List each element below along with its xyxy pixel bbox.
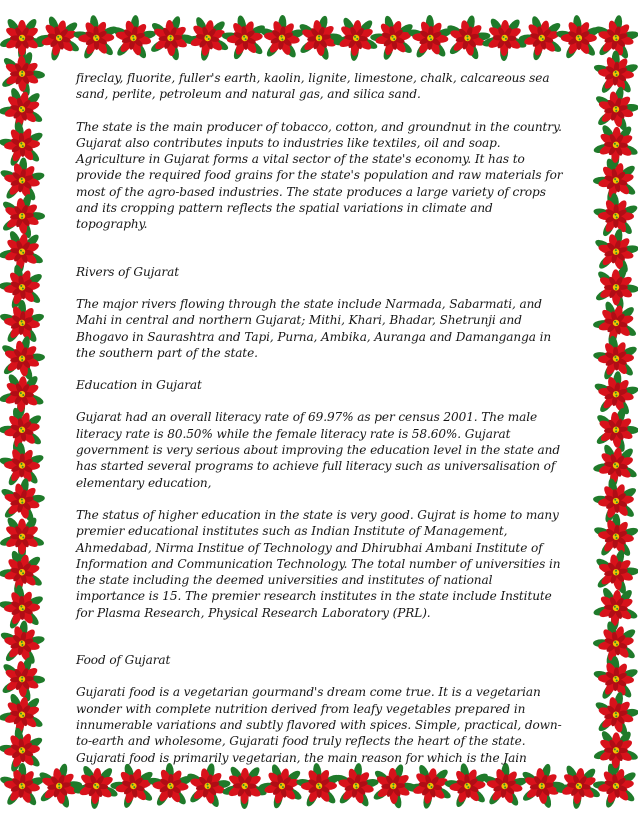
poinsettia-icon	[0, 403, 50, 459]
paragraph-food: Gujarati food is a vegetarian gourmand's dream come true. It is a vegetarian wonder with complete nutrition derived from leafy vegetables prepared in innumerable variations and subtly flavored with spices. Simple, practical, down-to-earth and wholesome, Gujarati food truly reflects the heart of the state. Gujarati food is primarily vegetarian, the main reason for which is the Jain	[76, 685, 562, 765]
heading-rivers: Rivers of Gujarat	[76, 264, 179, 279]
poinsettia-icon	[592, 123, 638, 169]
poinsettia-icon	[0, 372, 47, 419]
poinsettia-icon	[0, 690, 48, 741]
poinsettia-icon	[0, 755, 53, 818]
poinsettia-icon	[104, 759, 162, 816]
paragraph-agriculture: The state is the main producer of tobacco, cotton, and groundnut in the country. Gujarat also contributes inputs to industries like textiles, oil and soap. Agriculture in Gujarat forms a vital sector of the state's economy. It has to provide the required food grains for the state's population and raw materials for most of the agro-based industries. The state produces a large variety of crops and its cropping pattern reflects the spatial variations in climate and topography.	[76, 119, 563, 232]
poinsettia-icon	[0, 516, 45, 560]
paragraph-higher-education: The status of higher education in the state is very good. Gujrat is home to many premier educational institutes such as Indian Institute of Management, Ahmedabad, Nirma Institue of Technology and Dhirubhai Ambani Institute of Information and Communication Technology. The total number of universities in the state including the deemed universities and institutes of national importance is 15. The premier research institutes in the state include Institute for Plasma Research, Physical Research Laboratory (PRL).	[76, 507, 561, 620]
poinsettia-icon	[437, 757, 497, 816]
poinsettia-icon	[591, 585, 638, 633]
paragraph-literacy: Gujarat had an overall literacy rate of 69.97% as per census 2001. The male literacy rate is 80.50% while the female literacy rate is 58.60%. Gujarat government is very serious about improving the education level in the state and has started several programs to achieve full literacy such as universalisation of elementary education,	[76, 410, 560, 490]
poinsettia-icon	[592, 729, 638, 774]
poinsettia-icon	[364, 10, 422, 67]
heading-food: Food of Gujarat	[76, 653, 171, 668]
heading-education: Education in Gujarat	[76, 378, 202, 393]
poinsettia-icon	[547, 8, 609, 69]
poinsettia-icon	[0, 228, 48, 278]
paragraph-rivers: The major rivers flowing through the state include Narmada, Sabarmati, and Mahi in central and northern Gujarat; Mithi, Khari, Bhadar, Shetrunji and Bhogavo in Saurashtra and Tapi, Purna, Ambika, Auranga and Damanganga in the southern part of the state.	[76, 296, 552, 360]
poinsettia-icon	[65, 9, 126, 70]
document-body	[76, 70, 564, 766]
poinsettia-icon	[31, 12, 86, 66]
poinsettia-icon	[0, 84, 49, 137]
poinsettia-icon	[214, 9, 274, 68]
paragraph-minerals: fireclay, fluorite, fuller's earth, kaolin, lignite, limestone, chalk, calcareous sea sand, perlite, petroleum and natural gas, and silica sand.	[76, 71, 550, 102]
